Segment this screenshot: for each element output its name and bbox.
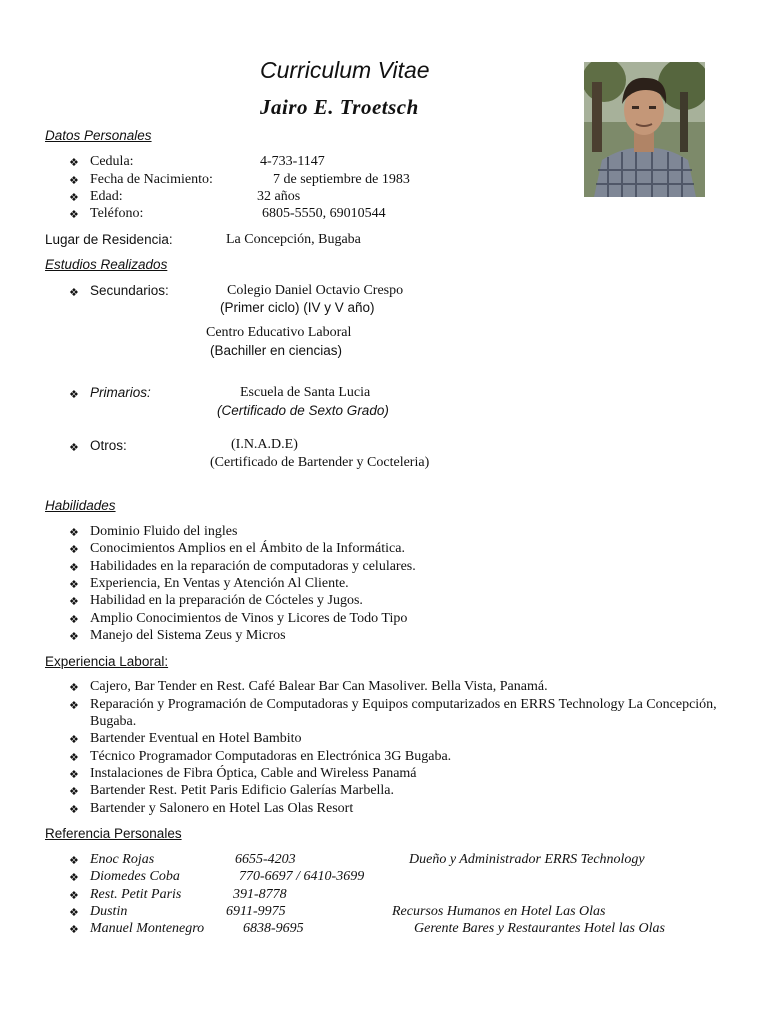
- section-heading-experience: Experiencia Laboral:: [45, 654, 169, 669]
- section-heading-references: Referencia Personales: [45, 826, 182, 841]
- studies-secundarios-detail1: (Primer ciclo) (IV y V año): [220, 300, 375, 315]
- bullet-icon: ❖: [69, 854, 79, 867]
- personal-value-phone: 6805-5550, 69010544: [262, 206, 386, 221]
- bullet-icon: ❖: [69, 441, 79, 454]
- bullet-icon: ❖: [69, 681, 79, 694]
- bullet-icon: ❖: [69, 613, 79, 626]
- profile-photo: [584, 62, 705, 197]
- experience-item: Cajero, Bar Tender en Rest. Café Balear Bar Can Masoliver. Bella Vista, Panamá.: [90, 679, 548, 694]
- bullet-icon: ❖: [69, 785, 79, 798]
- section-heading-personal: Datos Personales: [45, 128, 152, 143]
- bullet-icon: ❖: [69, 751, 79, 764]
- reference-name: Dustin: [90, 904, 128, 919]
- skill-item: Manejo del Sistema Zeus y Micros: [90, 628, 286, 643]
- reference-name: Rest. Petit Paris: [90, 887, 182, 902]
- skill-item: Conocimientos Amplios en el Ámbito de la Informática.: [90, 541, 405, 556]
- bullet-icon: ❖: [69, 543, 79, 556]
- bullet-icon: ❖: [69, 923, 79, 936]
- residence-label: Lugar de Residencia:: [45, 232, 173, 247]
- studies-secundarios-label: Secundarios:: [90, 283, 169, 298]
- bullet-icon: ❖: [69, 156, 79, 169]
- studies-primarios-detail: (Certificado de Sexto Grado): [217, 403, 389, 418]
- studies-secundarios-school1: Colegio Daniel Octavio Crespo: [227, 283, 404, 298]
- studies-secundarios-detail2: (Bachiller en ciencias): [210, 343, 343, 358]
- reference-role: Dueño y Administrador ERRS Technology: [409, 852, 645, 867]
- experience-item: Bartender Rest. Petit Paris Edificio Galerías Marbella.: [90, 783, 395, 798]
- bullet-icon: ❖: [69, 595, 79, 608]
- bullet-icon: ❖: [69, 871, 79, 884]
- reference-phone: 6655-4203: [235, 852, 296, 867]
- studies-secundarios-school2: Centro Educativo Laboral: [206, 325, 352, 340]
- personal-value-cedula: 4-733-1147: [260, 154, 325, 169]
- reference-phone: 770-6697 / 6410-3699: [239, 869, 365, 884]
- bullet-icon: ❖: [69, 768, 79, 781]
- reference-role: Gerente Bares y Restaurantes Hotel las Olas: [414, 921, 665, 936]
- section-heading-studies: Estudios Realizados: [45, 257, 168, 272]
- bullet-icon: ❖: [69, 906, 79, 919]
- bullet-icon: ❖: [69, 208, 79, 221]
- reference-name: Enoc Rojas: [90, 852, 155, 867]
- bullet-icon: ❖: [69, 526, 79, 539]
- bullet-icon: ❖: [69, 286, 79, 299]
- studies-otros-label: Otros:: [90, 438, 127, 453]
- bullet-icon: ❖: [69, 733, 79, 746]
- bullet-icon: ❖: [69, 699, 79, 712]
- studies-primarios-label: Primarios:: [90, 385, 151, 400]
- section-heading-skills: Habilidades: [45, 498, 116, 513]
- bullet-icon: ❖: [69, 561, 79, 574]
- reference-role: Recursos Humanos en Hotel Las Olas: [392, 904, 606, 919]
- bullet-icon: ❖: [69, 174, 79, 187]
- studies-primarios-school: Escuela de Santa Lucia: [240, 385, 371, 400]
- skill-item: Experiencia, En Ventas y Atención Al Cliente.: [90, 576, 349, 591]
- experience-item: Reparación y Programación de Computadoras y Equipos computarizados en ERRS Technology La Concepción, Bugaba.: [90, 697, 717, 730]
- personal-label-cedula: Cedula:: [90, 154, 134, 169]
- bullet-icon: ❖: [69, 889, 79, 902]
- reference-phone: 391-8778: [233, 887, 287, 902]
- experience-item: Bartender Eventual en Hotel Bambito: [90, 731, 302, 746]
- bullet-icon: ❖: [69, 578, 79, 591]
- reference-name: Diomedes Coba: [90, 869, 180, 884]
- studies-otros-detail: (Certificado de Bartender y Cocteleria): [210, 455, 430, 470]
- residence-value: La Concepción, Bugaba: [226, 232, 361, 247]
- skill-item: Habilidades en la reparación de computadoras y celulares.: [90, 559, 416, 574]
- personal-label-phone: Teléfono:: [90, 206, 144, 221]
- bullet-icon: ❖: [69, 388, 79, 401]
- studies-otros-school: (I.N.A.D.E): [231, 437, 298, 452]
- document-title: Curriculum Vitae: [260, 57, 430, 83]
- skill-item: Amplio Conocimientos de Vinos y Licores de Todo Tipo: [90, 611, 408, 626]
- personal-label-birth: Fecha de Nacimiento:: [90, 172, 213, 187]
- bullet-icon: ❖: [69, 803, 79, 816]
- bullet-icon: ❖: [69, 191, 79, 204]
- experience-item: Instalaciones de Fibra Óptica, Cable and Wireless Panamá: [90, 766, 417, 781]
- reference-phone: 6911-9975: [226, 904, 286, 919]
- personal-value-age: 32 años: [257, 189, 301, 204]
- bullet-icon: ❖: [69, 630, 79, 643]
- skill-item: Dominio Fluido del ingles: [90, 524, 238, 539]
- reference-name: Manuel Montenegro: [90, 921, 205, 936]
- personal-label-age: Edad:: [90, 189, 123, 204]
- personal-value-birth: 7 de septiembre de 1983: [273, 172, 410, 187]
- experience-item: Técnico Programador Computadoras en Electrónica 3G Bugaba.: [90, 749, 452, 764]
- experience-item: Bartender y Salonero en Hotel Las Olas Resort: [90, 801, 354, 816]
- reference-phone: 6838-9695: [243, 921, 304, 936]
- skill-item: Habilidad en la preparación de Cócteles y Jugos.: [90, 593, 363, 608]
- person-name: Jairo E. Troetsch: [260, 95, 419, 119]
